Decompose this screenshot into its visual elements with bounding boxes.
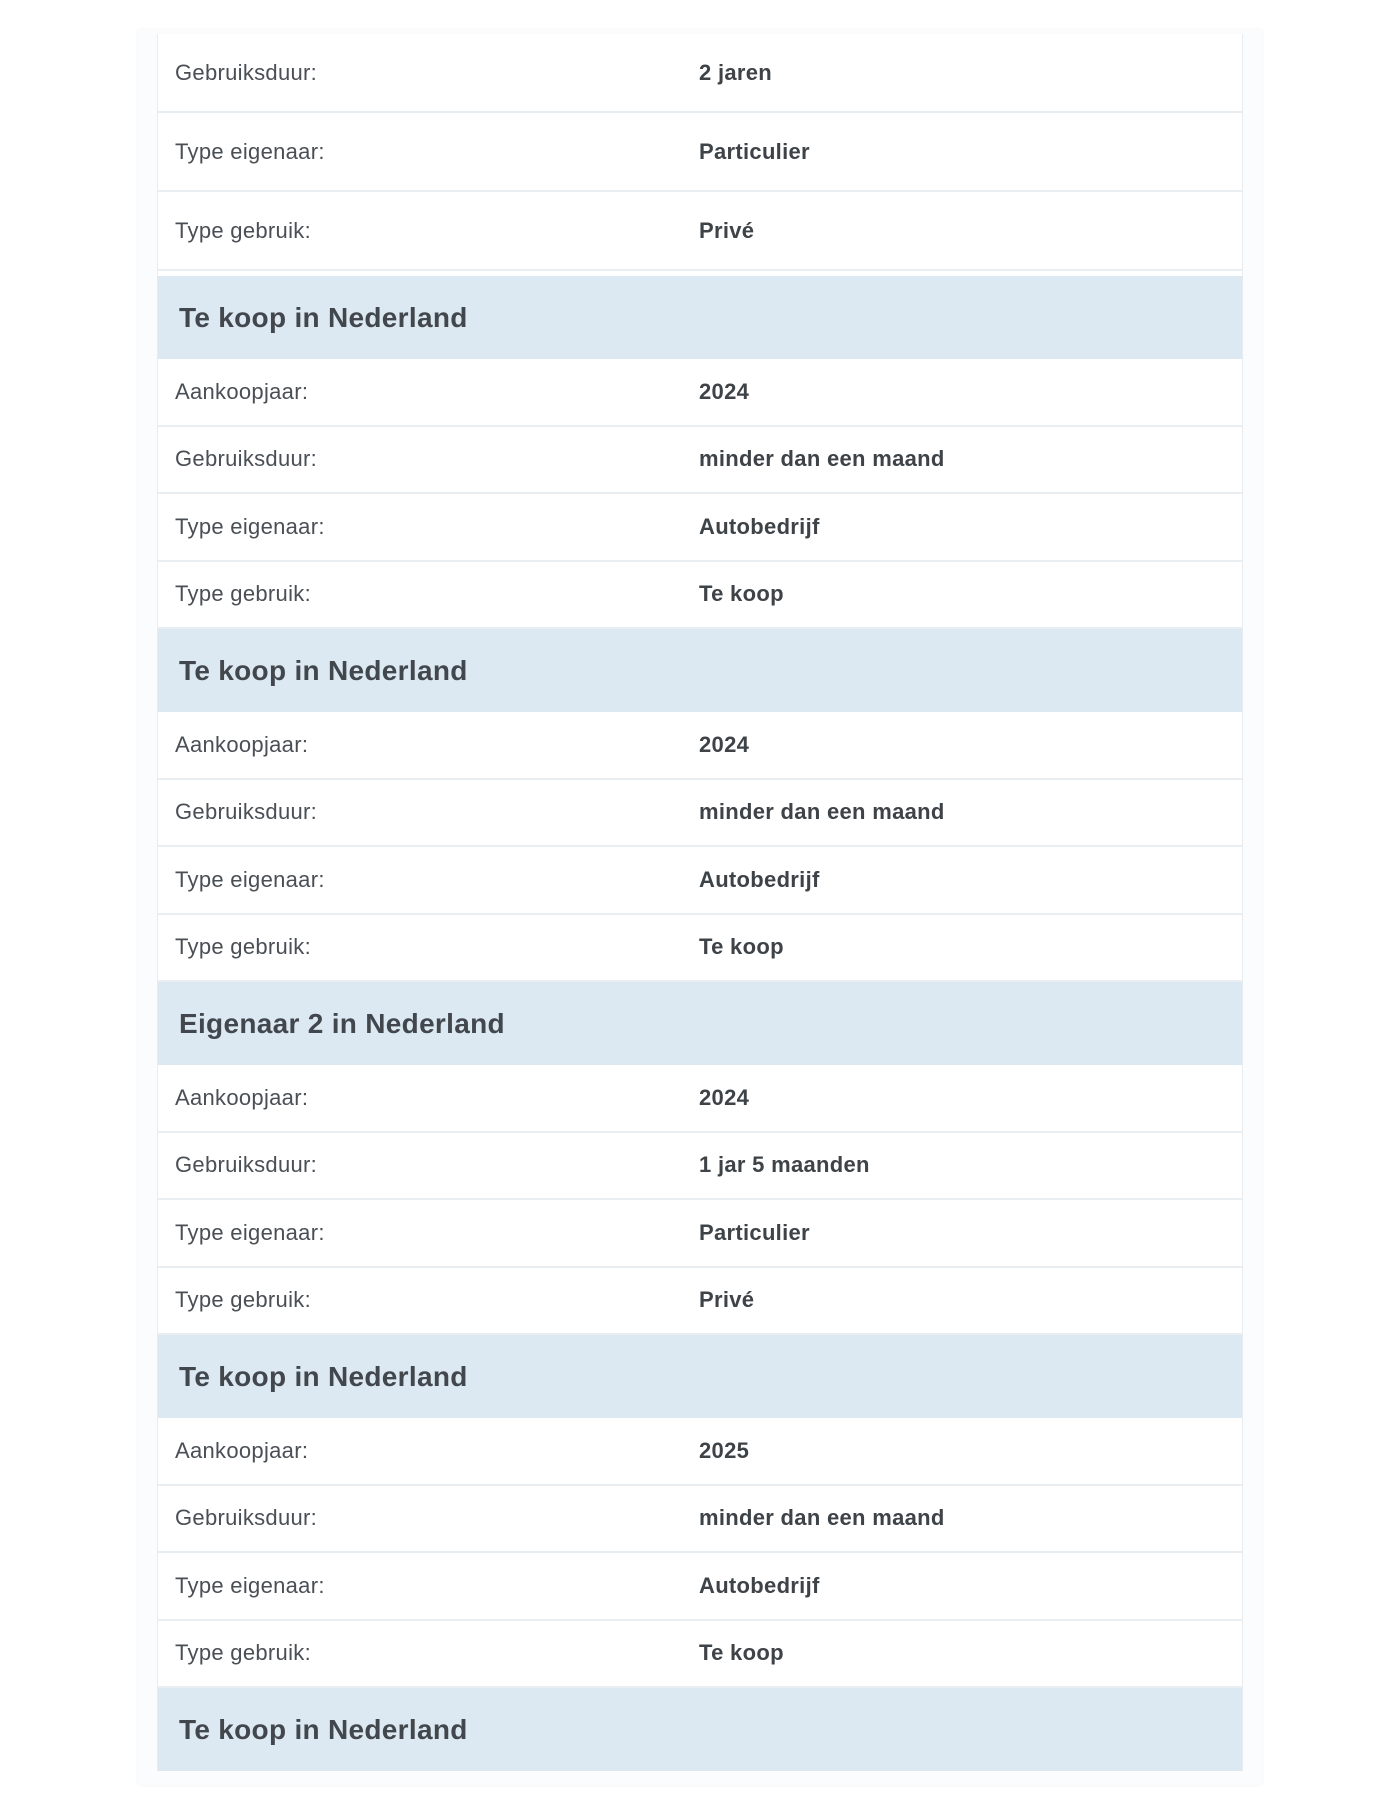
row-value: minder dan een maand	[699, 799, 945, 825]
detail-row	[158, 1486, 1242, 1554]
detail-row	[158, 847, 1242, 915]
row-value: Te koop	[699, 581, 784, 607]
row-label: Type eigenaar:	[175, 1219, 325, 1245]
section-header: Te koop in Nederland	[158, 276, 1242, 359]
section-header: Te koop in Nederland	[158, 1688, 1242, 1771]
row-label: Gebruiksduur:	[175, 59, 318, 85]
row-value: Autobedrijf	[699, 866, 820, 892]
row-label: Aankoopjaar:	[175, 1084, 309, 1110]
row-label: Type gebruik:	[175, 581, 311, 607]
row-value: 2025	[699, 1437, 750, 1463]
row-value: Te koop	[699, 1640, 784, 1666]
detail-row	[158, 192, 1242, 271]
row-value: Autobedrijf	[699, 513, 820, 539]
row-label: Type gebruik:	[175, 934, 311, 960]
row-label: Type gebruik:	[175, 217, 311, 243]
row-value: Autobedrijf	[699, 1572, 820, 1598]
row-value: 2024	[699, 378, 750, 404]
detail-row	[158, 1268, 1242, 1336]
row-label: Type gebruik:	[175, 1287, 311, 1313]
row-value: 2024	[699, 1084, 750, 1110]
row-label: Aankoopjaar:	[175, 378, 309, 404]
detail-row	[158, 1065, 1242, 1133]
row-label: Aankoopjaar:	[175, 731, 309, 757]
row-label: Gebruiksduur:	[175, 1505, 318, 1531]
row-label: Gebruiksduur:	[175, 1152, 318, 1178]
detail-row	[158, 1200, 1242, 1268]
row-value: Particulier	[699, 1219, 810, 1245]
row-label: Type eigenaar:	[175, 866, 325, 892]
row-value: minder dan een maand	[699, 446, 945, 472]
row-label: Aankoopjaar:	[175, 1437, 309, 1463]
row-value: Te koop	[699, 934, 784, 960]
detail-row	[158, 427, 1242, 495]
row-value: Privé	[699, 1287, 755, 1313]
detail-row	[158, 1133, 1242, 1201]
detail-row	[158, 359, 1242, 427]
row-value: Privé	[699, 217, 755, 243]
detail-row	[158, 712, 1242, 780]
ownership-history-table	[157, 34, 1243, 1771]
row-value: 2 jaren	[699, 59, 773, 85]
row-value: 2024	[699, 731, 750, 757]
detail-row	[158, 780, 1242, 848]
row-label: Type eigenaar:	[175, 138, 325, 164]
detail-row	[158, 494, 1242, 562]
detail-row	[158, 562, 1242, 630]
row-value: 1 jar 5 maanden	[699, 1152, 870, 1178]
section-header: Te koop in Nederland	[158, 1335, 1242, 1418]
detail-row	[158, 1553, 1242, 1621]
row-label: Type eigenaar:	[175, 513, 325, 539]
row-label: Gebruiksduur:	[175, 446, 318, 472]
detail-row	[158, 1621, 1242, 1689]
detail-row	[158, 34, 1242, 113]
section-header: Te koop in Nederland	[158, 629, 1242, 712]
detail-row	[158, 915, 1242, 983]
row-label: Type eigenaar:	[175, 1572, 325, 1598]
detail-row	[158, 113, 1242, 192]
section-header: Eigenaar 2 in Nederland	[158, 982, 1242, 1065]
row-label: Gebruiksduur:	[175, 799, 318, 825]
row-value: minder dan een maand	[699, 1505, 945, 1531]
row-value: Particulier	[699, 138, 810, 164]
detail-row	[158, 1418, 1242, 1486]
row-label: Type gebruik:	[175, 1640, 311, 1666]
